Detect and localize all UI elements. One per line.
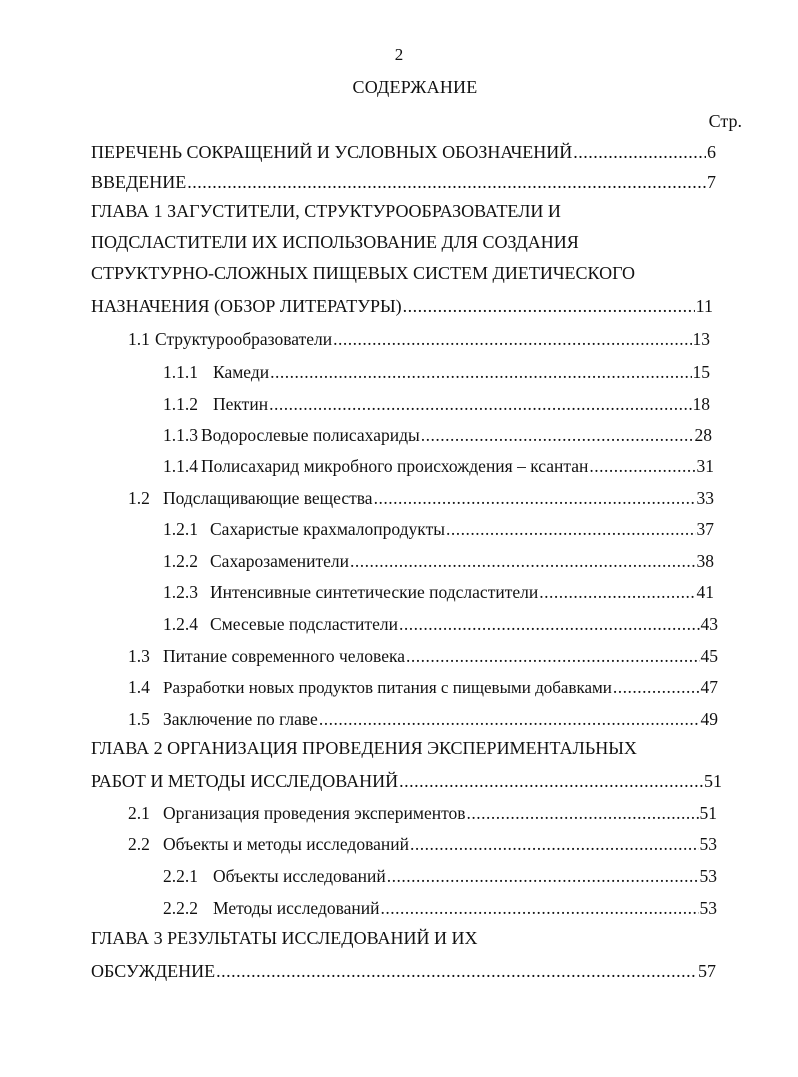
toc-leader [467, 802, 699, 824]
toc-section-page: 13 [692, 329, 710, 349]
toc-section-2-2-2[interactable] [163, 897, 717, 919]
toc-section-page: 47 [700, 677, 718, 697]
toc-section-page: 53 [699, 866, 717, 886]
toc-section-label: Пектин [213, 394, 269, 414]
toc-section-label: Смесевые подсластители [210, 614, 398, 634]
toc-chapter2-last-line[interactable] [91, 770, 722, 792]
page-title: СОДЕРЖАНИЕ [352, 77, 478, 97]
toc-leader [403, 295, 695, 317]
toc-section-number: 1.2 [128, 488, 150, 508]
toc-section-label: Полисахарид микробного происхождения – ксантан [201, 456, 589, 476]
toc-leader [410, 833, 699, 855]
toc-leader [539, 581, 695, 603]
toc-section-number: 1.1 [128, 329, 150, 349]
toc-section-1-1-2[interactable] [163, 393, 710, 415]
toc-leader [406, 645, 700, 667]
toc-section-label: Заключение по главе [163, 709, 318, 729]
toc-entry-page: 57 [698, 961, 716, 981]
toc-section-1-1-3[interactable] [163, 424, 712, 446]
toc-leader [573, 141, 706, 163]
toc-section-page: 53 [699, 898, 717, 918]
toc-section-1-2-3[interactable] [163, 581, 714, 603]
toc-section-page: 53 [699, 834, 717, 854]
toc-section-label: Сахаристые крахмалопродукты [210, 519, 445, 539]
toc-entry-page: 6 [707, 142, 716, 162]
toc-section-1-1-4[interactable] [163, 455, 714, 477]
toc-leader [374, 487, 696, 509]
toc-leader [269, 393, 691, 415]
toc-section-number: 1.1.2 [163, 394, 198, 414]
toc-leader [187, 171, 706, 193]
toc-section-number: 1.1.1 [163, 362, 198, 382]
toc-section-page: 51 [699, 803, 717, 823]
toc-leader [319, 708, 700, 730]
toc-section-label: Подслащивающие вещества [163, 488, 373, 508]
toc-chapter3-last-line[interactable] [91, 960, 716, 982]
toc-section-page: 45 [700, 646, 718, 666]
toc-section-number: 2.2.1 [163, 866, 198, 886]
toc-leader [350, 550, 696, 572]
toc-section-number: 1.2.4 [163, 614, 198, 634]
toc-chapter1-line1[interactable]: ГЛАВА 1 ЗАГУСТИТЕЛИ, СТРУКТУРООБРАЗОВАТЕЛИ И [91, 201, 561, 221]
toc-section-2-2[interactable] [128, 833, 717, 855]
toc-section-label: Водорослевые полисахариды [201, 425, 420, 445]
toc-section-1-1[interactable] [128, 328, 710, 350]
toc-section-page: 33 [696, 488, 714, 508]
toc-section-page: 37 [696, 519, 714, 539]
toc-entry-introduction[interactable] [91, 171, 716, 193]
toc-leader [399, 613, 700, 635]
toc-section-label: Питание современного человека [163, 646, 405, 666]
toc-section-label: Объекты и методы исследований [163, 834, 409, 854]
toc-section-page: 31 [696, 456, 714, 476]
toc-section-1-3[interactable] [128, 645, 718, 667]
toc-section-number: 2.2.2 [163, 898, 198, 918]
toc-leader [387, 865, 699, 887]
toc-section-number: 2.1 [128, 803, 150, 823]
toc-leader [399, 770, 703, 792]
toc-chapter1-line3[interactable]: СТРУКТУРНО-СЛОЖНЫХ ПИЩЕВЫХ СИСТЕМ ДИЕТИЧЕСКОГО [91, 263, 636, 283]
toc-section-2-2-1[interactable] [163, 865, 717, 887]
toc-section-1-4[interactable] [128, 676, 718, 699]
toc-entry-label: НАЗНАЧЕНИЯ (ОБЗОР ЛИТЕРАТУРЫ) [91, 296, 402, 316]
toc-section-page: 41 [696, 582, 714, 602]
toc-section-number: 1.2.2 [163, 551, 198, 571]
toc-section-page: 49 [700, 709, 718, 729]
toc-section-page: 43 [700, 614, 718, 634]
toc-section-label: Структурообразователи [155, 329, 333, 349]
toc-section-label: Интенсивные синтетические подсластители [210, 582, 539, 602]
toc-entry-page: 7 [707, 172, 716, 192]
toc-leader [446, 518, 696, 540]
toc-section-number: 2.2 [128, 834, 150, 854]
toc-section-number: 1.1.4 [163, 456, 198, 476]
toc-section-page: 28 [694, 425, 712, 445]
pages-column-header: Стр. [708, 111, 742, 131]
toc-section-1-2-4[interactable] [163, 613, 718, 635]
toc-section-label: Объекты исследований [213, 866, 386, 886]
toc-section-number: 1.1.3 [163, 425, 198, 445]
toc-entry-label: ПЕРЕЧЕНЬ СОКРАЩЕНИЙ И УСЛОВНЫХ ОБОЗНАЧЕНИЙ [91, 142, 573, 162]
toc-leader [381, 897, 699, 919]
toc-leader [333, 328, 691, 350]
toc-section-label: Сахарозаменители [210, 551, 349, 571]
toc-chapter3-line1[interactable]: ГЛАВА 3 РЕЗУЛЬТАТЫ ИССЛЕДОВАНИЙ И ИХ [91, 928, 478, 948]
toc-entry-label: РАБОТ И МЕТОДЫ ИССЛЕДОВАНИЙ [91, 771, 399, 791]
toc-leader [589, 455, 695, 477]
toc-chapter1-last-line[interactable] [91, 295, 713, 317]
toc-section-label: Разработки новых продуктов питания с пищевыми добавками [163, 678, 612, 697]
toc-section-2-1[interactable] [128, 802, 717, 824]
toc-chapter1-line2[interactable]: ПОДСЛАСТИТЕЛИ ИХ ИСПОЛЬЗОВАНИЕ ДЛЯ СОЗДАНИЯ [91, 232, 579, 252]
toc-section-1-1-1[interactable] [163, 361, 710, 383]
toc-section-label: Камеди [213, 362, 270, 382]
toc-section-page: 15 [692, 362, 710, 382]
toc-section-label: Организация проведения экспериментов [163, 803, 466, 823]
toc-section-number: 1.3 [128, 646, 150, 666]
toc-section-number: 1.4 [128, 677, 150, 697]
toc-leader [421, 424, 694, 446]
toc-section-number: 1.5 [128, 709, 150, 729]
toc-chapter2-line1[interactable]: ГЛАВА 2 ОРГАНИЗАЦИЯ ПРОВЕДЕНИЯ ЭКСПЕРИМЕНТАЛЬНЫХ [91, 738, 637, 758]
toc-section-page: 18 [692, 394, 710, 414]
toc-section-page: 38 [696, 551, 714, 571]
toc-entry-abbreviations[interactable] [91, 141, 716, 163]
toc-section-1-2-2[interactable] [163, 550, 714, 572]
toc-entry-label: ВВЕДЕНИЕ [91, 172, 187, 192]
toc-section-1-2[interactable] [128, 487, 714, 509]
page-number: 2 [394, 45, 404, 64]
toc-entry-page: 51 [704, 771, 722, 791]
toc-section-number: 1.2.3 [163, 582, 198, 602]
toc-section-number: 1.2.1 [163, 519, 198, 539]
toc-section-1-2-1[interactable] [163, 518, 714, 540]
toc-entry-page: 11 [695, 296, 713, 316]
toc-section-1-5[interactable] [128, 708, 718, 730]
toc-leader [216, 960, 697, 982]
toc-entry-label: ОБСУЖДЕНИЕ [91, 961, 216, 981]
toc-leader [270, 361, 691, 383]
toc-section-label: Методы исследований [213, 898, 380, 918]
toc-leader [613, 676, 700, 698]
